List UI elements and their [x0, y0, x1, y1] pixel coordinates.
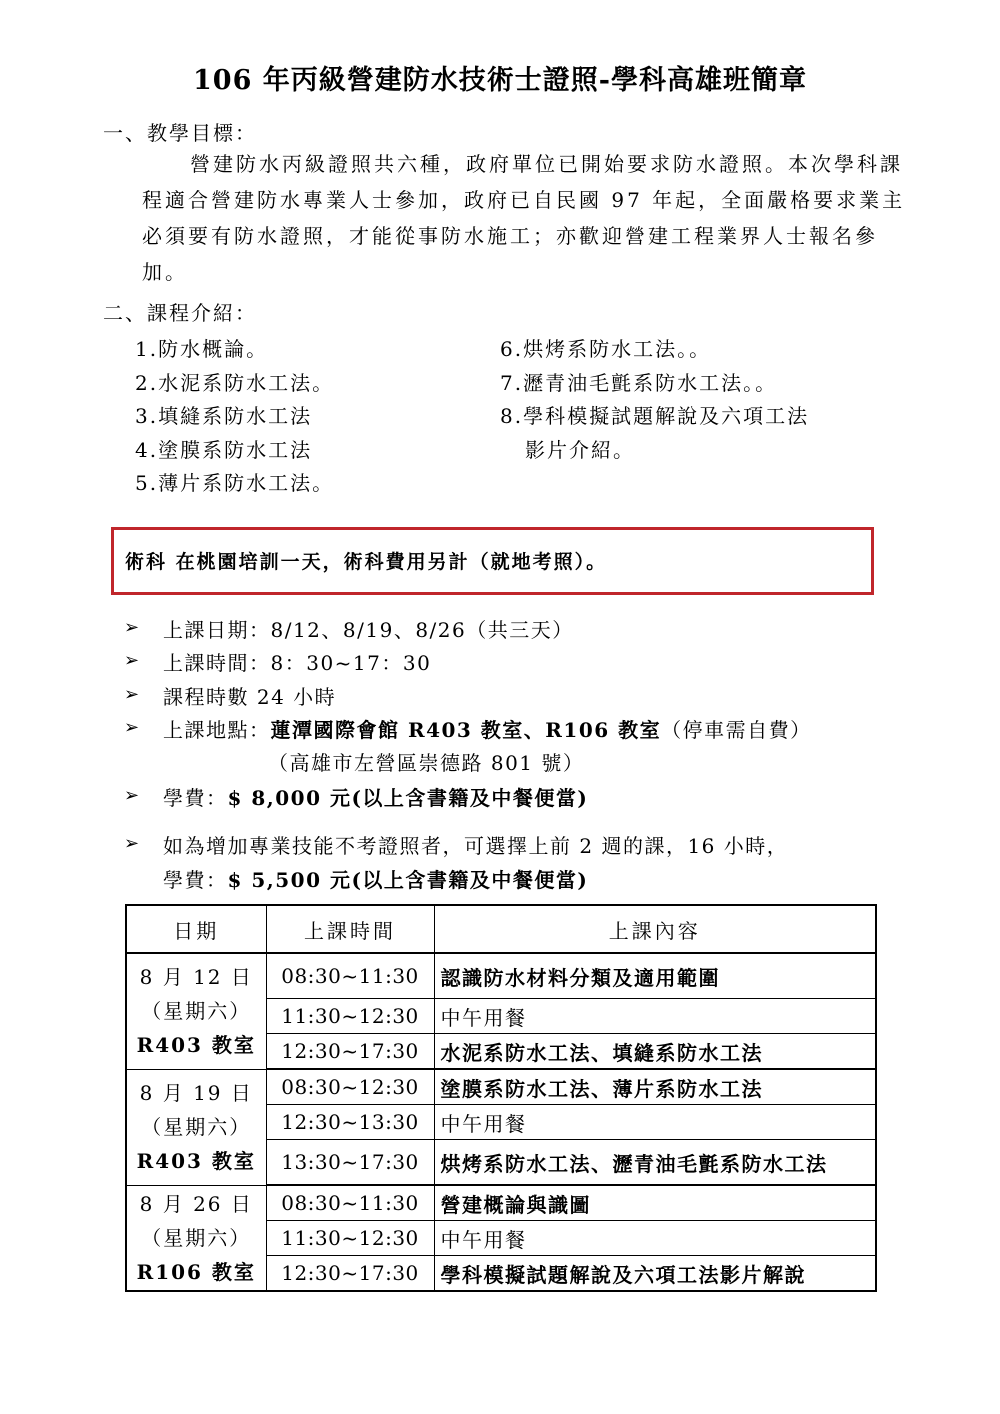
- time-cell: 12:30~17:30: [266, 1034, 434, 1070]
- notice-text: 術科 在桃園培訓一天，術科費用另計（就地考照）。: [125, 551, 608, 573]
- content-cell: 認識防水材料分類及適用範圍: [434, 953, 876, 999]
- page-title: 106 年丙級營建防水技術士證照-學科高雄班簡章: [193, 65, 807, 96]
- room-text: R403 教室: [136, 1149, 256, 1173]
- time-cell: 11:30~12:30: [266, 1221, 434, 1256]
- info-address: （高雄市左營區崇德路 801 號）: [268, 751, 585, 775]
- weekday-text: （星期六）: [141, 1225, 252, 1250]
- time-cell: 12:30~13:30: [266, 1105, 434, 1140]
- date-cell: [126, 1069, 266, 1185]
- content-cell: 中午用餐: [434, 1105, 876, 1140]
- option-fee-label: 學費：: [163, 868, 228, 892]
- fee-value: $ 8,000 元(以上含書籍及中餐便當): [227, 786, 589, 810]
- course-item-2: 2.水泥系防水工法。: [135, 371, 335, 395]
- table-header-row: [126, 905, 876, 953]
- bullet-arrow-icon: ➢: [124, 650, 140, 671]
- date-text: 8 月 26 日: [139, 1191, 253, 1216]
- content-cell: 塗膜系防水工法、薄片系防水工法: [434, 1069, 876, 1105]
- time-cell: 13:30~17:30: [266, 1140, 434, 1186]
- course-item-7: 7.瀝青油毛氈系防水工法。。: [500, 371, 778, 395]
- header-content: 上課內容: [434, 905, 876, 953]
- room-text: R403 教室: [136, 1033, 256, 1058]
- weekday-text: （星期六）: [141, 999, 252, 1024]
- time-cell: 08:30~11:30: [266, 1185, 434, 1221]
- bullet-arrow-icon: ➢: [124, 833, 140, 854]
- course-item-6: 6.烘烤系防水工法。。: [500, 337, 712, 361]
- section1-heading: 一、教學目標：: [103, 121, 257, 145]
- bullet-arrow-icon: ➢: [124, 785, 140, 806]
- header-time: 上課時間: [266, 905, 434, 953]
- time-cell: 11:30~12:30: [266, 999, 434, 1034]
- info-option: 如為增加專業技能不考證照者，可選擇上前 2 週的課，16 小時，: [163, 834, 789, 858]
- weekday-text: （星期六）: [141, 1115, 252, 1139]
- date-cell: [126, 1185, 266, 1291]
- course-item-3: 3.填縫系防水工法: [135, 404, 313, 428]
- content-cell: 烘烤系防水工法、瀝青油毛氈系防水工法: [434, 1140, 876, 1186]
- date-text: 8 月 12 日: [139, 965, 253, 990]
- room-text: R106 教室: [136, 1259, 256, 1284]
- schedule-table: [125, 904, 877, 1292]
- info-hours: 課程時數 24 小時: [163, 685, 337, 709]
- time-cell: 12:30~17:30: [266, 1256, 434, 1292]
- course-item-1: 1.防水概論。: [135, 337, 269, 361]
- option-fee-value: $ 5,500 元(以上含書籍及中餐便當): [227, 868, 589, 892]
- info-fee: [163, 782, 588, 811]
- section1-paragraph: 營建防水丙級證照共六種，政府單位已開始要求防水證照。本次學科課程適合營建防水專業人士參加，政府已自民國 97 年起，全面嚴格要求業主必須要有防水證照，才能從事防水施工；亦歡迎營建工程業界人士報名參加。: [142, 152, 906, 284]
- location-note: （停車需自費）: [661, 718, 812, 742]
- location-label: 上課地點：: [163, 718, 271, 742]
- info-time: 上課時間：8：30~17：30: [163, 651, 432, 675]
- course-item-8-cont: 影片介紹。: [525, 438, 635, 462]
- content-cell: 學科模擬試題解說及六項工法影片解說: [434, 1256, 876, 1292]
- content-cell: 中午用餐: [434, 1221, 876, 1256]
- course-item-5: 5.薄片系防水工法。: [135, 471, 335, 495]
- bullet-arrow-icon: ➢: [124, 717, 140, 738]
- info-date: 上課日期：8/12、8/19、8/26（共三天）: [163, 618, 574, 642]
- content-cell: 水泥系防水工法、填縫系防水工法: [434, 1034, 876, 1070]
- location-name: 蓮潭國際會館 R403 教室、R106 教室: [270, 718, 662, 742]
- course-item-8: 8.學科模擬試題解說及六項工法: [500, 404, 810, 428]
- table-row: [126, 953, 876, 999]
- table-row: [126, 1185, 876, 1221]
- time-cell: 08:30~11:30: [266, 953, 434, 999]
- date-cell: [126, 953, 266, 1069]
- course-item-4: 4.塗膜系防水工法: [135, 438, 313, 462]
- fee-label: 學費：: [163, 786, 228, 810]
- content-cell: 營建概論與識圖: [434, 1185, 876, 1221]
- bullet-arrow-icon: ➢: [124, 617, 140, 638]
- section2-heading: 二、課程介紹：: [103, 301, 257, 325]
- date-text: 8 月 19 日: [139, 1081, 253, 1105]
- content-cell: 中午用餐: [434, 999, 876, 1034]
- header-date: 日期: [126, 905, 266, 953]
- info-location: [163, 714, 812, 743]
- time-cell: 08:30~12:30: [266, 1069, 434, 1105]
- bullet-arrow-icon: ➢: [124, 684, 140, 705]
- info-option-fee: [163, 864, 588, 893]
- table-row: [126, 1069, 876, 1105]
